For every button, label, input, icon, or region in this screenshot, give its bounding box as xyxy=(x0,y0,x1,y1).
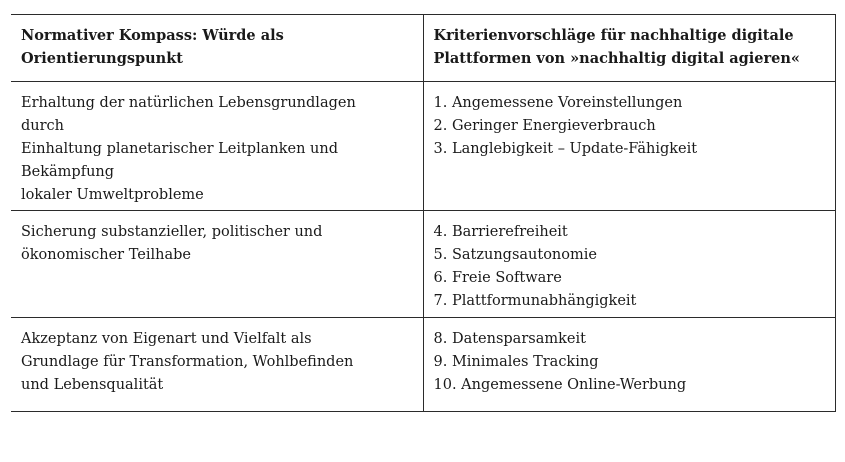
cell-text: Erhaltung der natürlichen Lebensgrundlagen xyxy=(21,95,356,111)
criteria-cell xyxy=(423,82,835,211)
criterion-item: 2. Geringer Energieverbrauch xyxy=(433,118,656,134)
cell-text: und Lebensqualität xyxy=(21,377,164,393)
header-text: Kriterienvorschläge für nachhaltige digitale xyxy=(433,27,794,44)
criteria-table xyxy=(11,14,836,412)
criterion-item: 6. Freie Software xyxy=(433,270,562,286)
criterion-item: 5. Satzungsautonomie xyxy=(433,247,597,263)
cell-text: Sicherung substanzieller, politischer und xyxy=(21,224,323,240)
criterion-item: 3. Langlebigkeit – Update-Fähigkeit xyxy=(433,141,698,157)
table-header-row xyxy=(11,15,835,82)
cell-text: Akzeptanz von Eigenart und Vielfalt als xyxy=(21,331,312,347)
header-text: Orientierungspunkt xyxy=(21,50,183,67)
criterion-item: 4. Barrierefreiheit xyxy=(433,224,568,240)
table-row xyxy=(11,211,835,318)
table-row xyxy=(11,318,835,412)
cell-text: ökonomischer Teilhabe xyxy=(21,247,191,263)
header-cell-criteria-proposals xyxy=(423,15,835,82)
header-text: Plattformen von »nachhaltig digital agieren« xyxy=(433,50,800,67)
goal-cell xyxy=(11,82,423,211)
cell-text: Bekämpfung xyxy=(21,164,115,180)
goal-cell xyxy=(11,318,423,412)
criterion-item: 7. Plattformunabhängigkeit xyxy=(433,293,637,309)
criterion-item: 8. Datensparsamkeit xyxy=(433,331,586,347)
header-cell-normative-compass xyxy=(11,15,423,82)
header-text: Normativer Kompass: Würde als xyxy=(21,27,284,44)
table-row xyxy=(11,82,835,211)
criterion-item: 10. Angemessene Online-Werbung xyxy=(433,377,687,393)
cell-text: Grundlage für Transformation, Wohlbefinden xyxy=(21,354,354,370)
cell-text: lokaler Umweltprobleme xyxy=(21,187,204,203)
criteria-cell xyxy=(423,211,835,318)
criterion-item: 9. Minimales Tracking xyxy=(433,354,599,370)
cell-text: durch xyxy=(21,118,65,134)
criterion-item: 1. Angemessene Voreinstellungen xyxy=(433,95,683,111)
criteria-cell xyxy=(423,318,835,412)
cell-text: Einhaltung planetarischer Leitplanken und xyxy=(21,141,338,157)
goal-cell xyxy=(11,211,423,318)
